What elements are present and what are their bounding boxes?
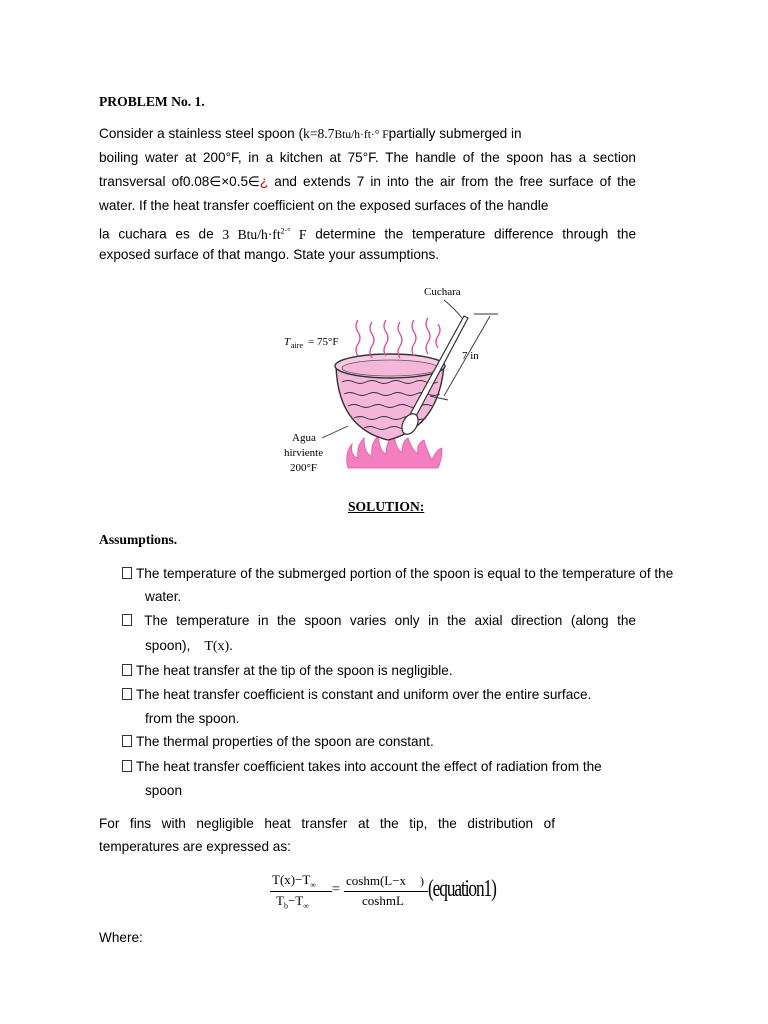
- equation: $T(x)-T_\infty$ $T_b-T_\infty$ = coshm(L−x ) coshmL (equation1): [272, 872, 496, 911]
- spoon-pot-figure: [278, 278, 510, 478]
- assumption-5: The thermal properties of the spoon are constant.: [122, 733, 434, 751]
- assumption-4-cont: from the spoon.: [145, 711, 240, 726]
- fins-line-1: For fins with negligible heat transfer at the tip, the distribution of: [99, 816, 555, 831]
- label-cuchara: Cuchara: [424, 286, 461, 298]
- bullet-box-icon: [122, 760, 132, 772]
- assumption-6: The heat transfer coefficient takes into account the effect of radiation from the: [122, 758, 602, 776]
- bullet-box-icon: [122, 664, 132, 676]
- assumption-6-cont: spoon: [145, 783, 183, 798]
- problem-line-5: la cuchara es de 3 Btu/$h\cdot ft^{2\cdot^\circ}$ F determine the temperature difference through the: [99, 226, 637, 242]
- assumption-1-cont: water.: [145, 589, 182, 604]
- label-t-var: T: [284, 336, 291, 348]
- bullet-box-icon: [122, 614, 132, 626]
- label-agua: Agua: [292, 432, 316, 444]
- bullet-box-icon: [122, 567, 132, 579]
- problem-title: PROBLEM No. 1.: [99, 94, 205, 109]
- bullet-box-icon: [122, 735, 132, 747]
- fins-line-2: temperatures are expressed as:: [99, 839, 291, 854]
- problem-line-6: exposed surface of that mango. State your assumptions.: [99, 247, 440, 262]
- label-length: 7 in: [462, 350, 479, 362]
- problem-line-4: water. If the heat transfer coefficient on the exposed surfaces of the handle: [99, 198, 549, 213]
- assumption-1: The temperature of the submerged portion of the spoon is equal to the temperature of the: [122, 565, 673, 583]
- problem-line-3: transversal of0.08∈×0.5∈¿ and extends 7 in into the air from the free surface of the: [99, 174, 636, 189]
- assumption-3: The heat transfer at the tip of the spoon is negligible.: [122, 662, 453, 680]
- assumptions-heading: Assumptions.: [99, 532, 178, 547]
- solution-heading: SOLUTION:: [348, 499, 425, 514]
- problem-line-1: Consider a stainless steel spoon (k=8.7Btu/h·ft·° Fpartially submerged in: [99, 126, 522, 141]
- equation-label: (equation1): [428, 876, 496, 902]
- assumption-2: The temperature in the spoon varies only in the axial direction (along the: [122, 612, 636, 630]
- problem-line-2: boiling water at 200°F, in a kitchen at 75°F. The handle of the spoon has a section: [99, 150, 636, 165]
- flame-icon: [347, 434, 442, 468]
- label-t-val: = 75°F: [308, 336, 339, 348]
- label-temp: 200°F: [290, 462, 318, 474]
- label-t-sub: aire: [291, 341, 303, 350]
- bullet-box-icon: [122, 688, 132, 700]
- assumption-2-cont: spoon), T(x).: [145, 638, 233, 654]
- where-label: Where:: [99, 930, 143, 945]
- label-hirviente: hirviente: [284, 447, 324, 459]
- assumption-4: The heat transfer coefficient is constant and uniform over the entire surface.: [122, 686, 591, 704]
